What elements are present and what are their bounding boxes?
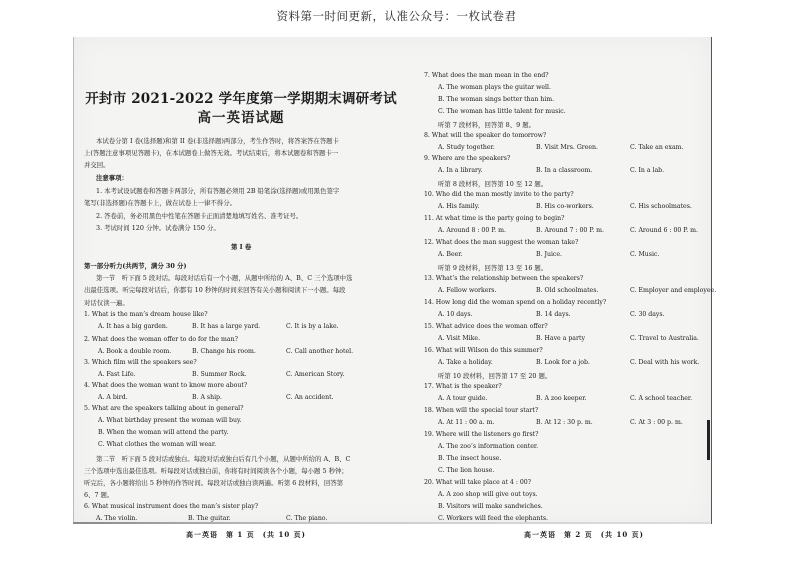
section1-instructions: 对话仅读一遍。 [84,299,129,307]
question: 14. How long did the woman spend on a holiday recently? [424,299,607,306]
option-c: C. The woman has little talent for music. [438,108,566,115]
option-b: B. Change his room. [192,348,256,355]
option-c: C. His schoolmates. [630,203,692,210]
question: 11. At what time is the party going to begin? [424,215,565,222]
option-a: A. What birthday present the woman will buy. [98,417,242,424]
section2-instructions: 听完后，各小题将给出 5 秒钟的作答时间。每段对话或独白读两遍。听第 6 段材料，回答第 [84,479,344,487]
notice-item: 1. 本考试设试题卷和答题卡两部分，所有答题必须用 2B 铅笔涂(选择题)或用黑色签字 [96,187,340,195]
option-b: B. Juice. [536,251,563,258]
option-c: C. At 3 : 00 p. m. [630,419,683,426]
question: 20. What will take place at 4 : 00? [424,479,532,486]
question: 10. Who did the man mostly invite to the party? [424,191,574,198]
volume-label: 第 I 卷 [231,243,252,251]
option-c: C. An accident. [286,394,334,401]
scan-edge-mark [707,420,710,460]
question: 2. What does the woman offer to do for the man? [84,336,238,343]
option-c: C. The lion house. [438,467,495,474]
notice-item: 3. 考试时间 120 分钟。试卷满分 150 分。 [96,224,220,232]
option-c: C. Music. [630,251,660,258]
option-c: C. The piano. [286,515,328,522]
listening-instruction: 听第 7 段材料，回答第 8、9 题。 [438,121,536,129]
option-c: C. Travel to Australia. [630,335,699,342]
option-b: B. A ship. [192,394,222,401]
option-b: B. A zoo keeper. [536,395,587,402]
intro-text: 本试卷分第 I 卷(选择题)和第 II 卷(非选择题)两部分，考生作答时，将答案答在答题卡 [96,137,339,145]
exam-title: 开封市 2021-2022 学年度第一学期期末调研考试 [85,91,397,107]
listening-instruction: 听第 9 段材料，回答第 13 至 16 题。 [438,264,548,272]
question: 8. What will the speaker do tomorrow? [424,132,547,139]
listening-instruction: 听第 8 段材料，回答第 10 至 12 题。 [438,180,548,188]
option-c: C. In a lab. [630,167,665,174]
option-a: A. At 11 : 00 a. m. [438,419,495,426]
exam-subtitle: 高一英语试题 [197,110,285,126]
listening-instruction: 听第 10 段材料，回答第 17 至 20 题。 [438,372,552,380]
option-b: B. Around 7 : 00 P. m. [536,227,604,234]
question: 9. Where are the speakers? [424,155,511,162]
question: 16. What will Wilson do this summer? [424,347,543,354]
option-a: A. Take a holiday. [438,359,493,366]
question: 7. What does the man mean in the end? [424,72,549,79]
page-footer: 高一英语 第 2 页 (共 10 页) [524,530,644,539]
option-b: B. 14 days. [536,311,571,318]
question: 12. What does the man suggest the woman take? [424,239,579,246]
watermark-banner: 资料第一时间更新，认准公众号：一枚试卷君 [276,9,517,23]
section1-instructions: 第一节 听下面 5 段对话。每段对话后有一个小题，从题中所给的 A、B、C 三个选项中选 [96,274,353,282]
option-c: C. 30 days. [630,311,665,318]
option-b: B. The woman sings better than him. [438,96,555,103]
option-c: C. Around 6 : 00 P. m. [630,227,698,234]
option-b: B. Visitors will make sandwiches. [438,503,543,510]
question: 17. What is the speaker? [424,383,502,390]
option-c: C. American Story. [286,371,345,378]
intro-text: 并交回。 [84,161,110,169]
option-a: A. In a library. [438,167,483,174]
section2-instructions: 三个选项中选出最佳选项。听每段对话或独白前，你将有时间阅读各个小题，每小题 5 秒钟； [84,467,348,475]
notice-item: 笔写(非选择题)在答题卡上，做在试卷上一律不得分。 [84,199,236,207]
option-b: B. Visit Mrs. Green. [536,144,599,151]
option-a: A. His family. [438,203,480,210]
option-a: A. A tour guide. [438,395,488,402]
question: 15. What advice does the woman offer? [424,323,548,330]
question: 19. Where will the listeners go first? [424,431,539,438]
option-c: C. Employer and employee. [630,287,717,294]
page-footer: 高一英语 第 1 页 (共 10 页) [186,530,306,539]
part1-heading: 第一部分听力(共两节，满分 30 分) [84,262,187,270]
option-b: B. In a classroom. [536,167,593,174]
option-b: B. The insect house. [438,455,502,462]
section2-instructions: 第二节 听下面 5 段对话或独白。每段对话或独白后有几个小题，从题中所给的 A、B、C [96,455,351,463]
option-a: A. The zoo’s information center. [438,443,539,450]
question: 1. What is the man’s dream house like? [84,311,208,318]
option-b: B. The guitar. [188,515,231,522]
option-c: C. Call another hotel. [286,348,354,355]
option-b: B. Summer Rock. [192,371,247,378]
notice-heading: 注意事项： [96,174,128,182]
option-a: A. Around 8 : 00 P. m. [438,227,506,234]
option-c: C. Take an exam. [630,144,684,151]
option-b: B. When the woman will attend the party. [98,429,229,436]
section2-instructions: 6、7 题。 [84,491,114,499]
notice-item: 2. 答卷前，务必用黑色中性笔在答题卡正面清楚地填写姓名、准考证号。 [96,212,303,220]
question: 3. Which film will the speakers see? [84,359,197,366]
option-a: A. A bird. [98,394,128,401]
option-c: C. A school teacher. [630,395,693,402]
question: 13. What’s the relationship between the speakers? [424,275,584,282]
option-c: C. It is by a lake. [286,323,339,330]
option-a: A. Fellow workers. [438,287,497,294]
option-a: A. The woman plays the guitar well. [438,84,551,91]
option-a: A. Visit Mike. [438,335,481,342]
option-b: B. His co-workers. [536,203,594,210]
option-b: B. Look for a job. [536,359,590,366]
question: 18. When will the special tour start? [424,407,539,414]
question: 4. What does the woman want to know more about? [84,382,248,389]
option-a: A. Fast Life. [98,371,136,378]
scan-edge-shadow [73,522,710,524]
intro-text: 上(答题注意事项见答题卡)，在本试题卷上做答无效。考试结束后，将本试题卷和答题卡一 [84,149,339,157]
option-a: A. Book a double room. [98,348,172,355]
option-c: C. What clothes the woman will wear. [98,441,217,448]
option-a: A. 10 days. [438,311,473,318]
option-a: A. A zoo shop will give out toys. [438,491,538,498]
option-a: A. Beer. [438,251,463,258]
option-a: A. Study together. [438,144,495,151]
option-b: B. Have a party [536,335,585,342]
option-c: C. Workers will feed the elephants. [438,515,548,522]
question: 6. What musical instrument does the man’s sister play? [84,503,259,510]
option-b: B. Old schoolmates. [536,287,599,294]
option-b: B. It has a large yard. [192,323,261,330]
section1-instructions: 出最佳选项。听完每段对话后，你都有 10 秒钟的时间来回答有关小题和阅读下一小题。每段 [84,286,346,294]
option-c: C. Deal with his work. [630,359,700,366]
question: 5. What are the speakers talking about in general? [84,405,244,412]
option-b: B. At 12 : 30 p. m. [536,419,593,426]
scanned-exam-sheet [73,37,717,539]
option-a: A. The violin. [96,515,138,522]
option-a: A. It has a big garden. [98,323,168,330]
